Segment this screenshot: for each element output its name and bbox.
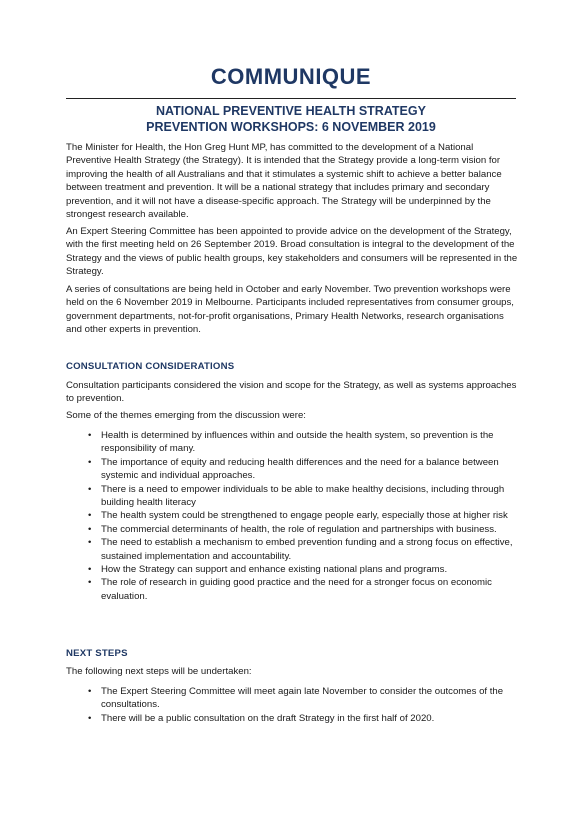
section-heading-consultation: CONSULTATION CONSIDERATIONS [66,361,235,372]
consultation-paragraph-2: Some of the themes emerging from the discussion were: [66,410,306,421]
section-heading-next-steps: NEXT STEPS [66,648,128,659]
list-item [66,536,518,563]
next-steps-list [66,685,518,725]
intro-paragraph-3: A series of consultations are being held in October and early November. Two prevention workshops were held on the 6 November 2019 in Melbourne. Participants included representatives from consumer groups, government departments, not-for-profit organisations, Primary Health Networks, research organisations and other experts in prevention. [66,284,514,336]
list-item [66,576,518,603]
list-item-text: The health system could be strengthened to engage people early, especially those at higher risk [101,510,508,522]
subtitle-line-2: PREVENTION WORKSHOPS: 6 NOVEMBER 2019 [146,120,436,134]
intro-paragraph-2: An Expert Steering Committee has been appointed to provide advice on the development of the Strategy, with the first meeting held on 26 September 2019. Broad consultation is integral to the development of the Strategy and the views of public health groups, key stakeholders and consumers will be represented in the Strategy. [66,226,518,278]
list-item-text: The importance of equity and reducing health differences and the need for a balance between systemic and individual approaches. [101,456,499,482]
list-item-text: The need to establish a mechanism to embed prevention funding and a strong focus on effective, sustained implementation and accountability. [101,537,513,562]
list-item [66,523,518,536]
bullet-icon: • [88,686,92,697]
bullet-icon: • [88,712,92,724]
list-item [66,712,518,725]
list-item-text: The role of research in guiding good practice and the need for a stronger focus on economic evaluation. [101,577,492,602]
list-item [66,429,518,456]
page-title: COMMUNIQUE [210,64,372,89]
bullet-icon: • [88,483,92,495]
bullet-icon: • [88,456,92,468]
list-item [66,483,518,510]
list-item [66,456,518,483]
bullet-icon: • [88,577,92,589]
list-item-text: Health is determined by influences within and outside the health system, so prevention is the responsibility of many. [101,430,494,455]
list-item-text: There will be a public consultation on the draft Strategy in the first half of 2020. [101,712,435,724]
list-item-text: The Expert Steering Committee will meet again late November to consider the outcomes of the consultations. [101,686,504,711]
bullet-icon: • [88,537,92,549]
bullet-icon: • [88,523,92,535]
title-divider [66,98,516,99]
list-item [66,563,518,576]
subtitle-line-1: NATIONAL PREVENTIVE HEALTH STRATEGY [156,104,426,118]
bullet-icon: • [88,564,92,576]
next-steps-paragraph: The following next steps will be undertaken: [66,666,252,677]
list-item [66,685,518,712]
bullet-icon: • [88,510,92,522]
consultation-themes-list [66,429,518,603]
list-item [66,509,518,522]
list-item-text: There is a need to empower individuals to be able to make healthy decisions, including through building health literacy [101,483,505,509]
consultation-paragraph-1: Consultation participants considered the vision and scope for the Strategy, as well as systems approaches to prevention. [66,380,517,405]
list-item-text: The commercial determinants of health, the role of regulation and partnerships with business. [101,523,497,535]
list-item-text: How the Strategy can support and enhance existing national plans and programs. [101,564,448,576]
intro-paragraph-1: The Minister for Health, the Hon Greg Hunt MP, has committed to the development of a National Preventive Health Strategy (the Strategy). It is intended that the Strategy provide a long-term vision for improving the health of all Australians and that it stimulates a systemic shift to achieve a better balance between treatment and prevention. It will be a national strategy that includes primary and secondary prevention, and it will not have a disease-specific approach. The Strategy will be underpinned by the strongest research available. [66,142,502,221]
bullet-icon: • [88,430,92,441]
